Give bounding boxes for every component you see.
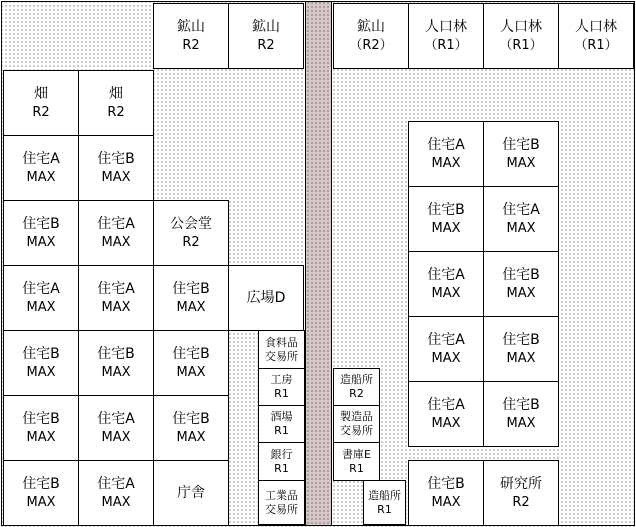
building-name: 人口林 (575, 18, 617, 35)
building-level: MAX (176, 429, 206, 445)
building-mine-2[interactable] (228, 3, 304, 69)
building-name: 住宅B (22, 410, 60, 427)
building-house-l2b[interactable] (78, 200, 154, 266)
building-shipyard-2[interactable] (363, 480, 406, 525)
building-name: 住宅B (502, 396, 540, 413)
building-level: R2 (182, 37, 200, 53)
building-name: 住宅B (502, 331, 540, 348)
building-name: 銀行 (270, 447, 293, 461)
building-name: 住宅B (22, 475, 60, 492)
building-shipyard-1[interactable] (333, 368, 380, 406)
building-level: MAX (26, 169, 56, 185)
building-name: 住宅A (502, 201, 540, 218)
building-goods-exchange[interactable] (333, 405, 380, 443)
building-name: 工房 (270, 373, 293, 387)
building-house-l4a[interactable] (3, 330, 79, 396)
building-level: （R1） (424, 37, 468, 53)
building-house-l5c[interactable] (153, 395, 229, 461)
building-level: MAX (176, 299, 206, 315)
building-house-r3b[interactable] (483, 251, 559, 317)
building-level: MAX (101, 169, 131, 185)
building-level: MAX (101, 364, 131, 380)
building-house-l5b[interactable] (78, 395, 154, 461)
building-level: （R2） (349, 37, 393, 53)
building-level: MAX (26, 299, 56, 315)
building-house-r4b[interactable] (483, 316, 559, 382)
building-field-2[interactable] (78, 70, 154, 136)
building-name: 住宅A (427, 396, 465, 413)
building-level: MAX (101, 494, 131, 510)
building-name: 住宅B (172, 280, 210, 297)
building-name: 造船所 (368, 488, 401, 502)
building-house-l1b[interactable] (78, 135, 154, 201)
building-level: R2 (32, 104, 50, 120)
building-level: MAX (431, 350, 461, 366)
building-name: 住宅A (22, 150, 60, 167)
building-name: 食料品 (265, 335, 298, 349)
building-name: 鉱山 (252, 18, 280, 35)
building-house-r5b[interactable] (483, 381, 559, 447)
building-level: MAX (101, 429, 131, 445)
building-level: R2 (107, 104, 125, 120)
building-name: 鉱山 (357, 18, 385, 35)
building-library[interactable] (333, 442, 380, 481)
building-level: 交易所 (265, 502, 298, 516)
building-level: （R1） (499, 37, 543, 53)
building-level: MAX (431, 285, 461, 301)
building-name: 庁舎 (177, 484, 205, 501)
building-house-r2b[interactable] (483, 186, 559, 252)
building-name: 住宅B (502, 266, 540, 283)
building-house-l6b[interactable] (78, 460, 154, 526)
building-level: R2 (512, 494, 530, 510)
building-name: 住宅A (22, 280, 60, 297)
building-level: R1 (274, 461, 289, 475)
building-level: MAX (506, 285, 536, 301)
building-house-r1b[interactable] (483, 121, 559, 187)
building-level: 交易所 (265, 349, 298, 363)
building-name: 製造品 (340, 410, 373, 424)
building-house-l1a[interactable] (3, 135, 79, 201)
building-level: MAX (176, 364, 206, 380)
building-mine-1[interactable] (153, 3, 229, 69)
building-hall[interactable] (153, 200, 229, 266)
building-name: 住宅A (427, 136, 465, 153)
building-name: 住宅B (22, 345, 60, 362)
building-name: 住宅B (22, 215, 60, 232)
main-road (305, 1, 332, 526)
building-forest-2[interactable] (483, 3, 559, 69)
building-level: MAX (431, 415, 461, 431)
building-name: 人口林 (425, 18, 467, 35)
building-name: 住宅A (427, 266, 465, 283)
building-name: 工業品 (265, 488, 298, 502)
building-level: R2 (349, 387, 364, 400)
building-level: （R1） (574, 37, 618, 53)
building-house-r4a[interactable] (408, 316, 484, 382)
building-name: 広場D (246, 289, 286, 306)
building-house-l5a[interactable] (3, 395, 79, 461)
building-name: 住宅A (97, 410, 135, 427)
building-name: 住宅B (427, 475, 465, 492)
building-house-r5a[interactable] (408, 381, 484, 447)
building-name: 住宅B (97, 345, 135, 362)
building-level: R1 (377, 502, 392, 516)
building-level: R1 (349, 461, 364, 475)
building-house-l6a[interactable] (3, 460, 79, 526)
building-house-r3a[interactable] (408, 251, 484, 317)
building-name: 公会堂 (170, 215, 212, 232)
building-house-l3b[interactable] (78, 265, 154, 331)
building-name: 住宅A (97, 280, 135, 297)
building-level: 交易所 (340, 424, 373, 437)
building-house-l4b[interactable] (78, 330, 154, 396)
building-house-l4c[interactable] (153, 330, 229, 396)
building-house-r2a[interactable] (408, 186, 484, 252)
building-name: 書庫E (342, 447, 371, 461)
building-forest-3[interactable] (558, 3, 634, 69)
building-name: 住宅B (427, 201, 465, 218)
building-level: MAX (431, 155, 461, 171)
building-level: R2 (182, 234, 200, 250)
building-industrial-exchange[interactable] (258, 480, 305, 525)
building-name: 住宅B (172, 410, 210, 427)
building-level: MAX (506, 350, 536, 366)
building-name: 住宅B (172, 345, 210, 362)
building-name: 住宅B (97, 150, 135, 167)
building-level: MAX (101, 234, 131, 250)
building-name: 畑 (34, 85, 48, 102)
building-house-l3c[interactable] (153, 265, 229, 331)
building-level: MAX (506, 415, 536, 431)
building-level: MAX (431, 494, 461, 510)
building-name: 研究所 (500, 475, 542, 492)
building-level: R1 (274, 424, 289, 437)
building-mine-3[interactable] (333, 3, 409, 69)
building-bank[interactable] (258, 442, 305, 481)
building-level: MAX (26, 364, 56, 380)
building-name: 酒場 (270, 410, 293, 424)
building-food-exchange[interactable] (258, 330, 305, 369)
building-field-1[interactable] (3, 70, 79, 136)
building-name: 住宅B (502, 136, 540, 153)
building-workshop[interactable] (258, 368, 305, 406)
building-name: 人口林 (500, 18, 542, 35)
building-level: MAX (26, 234, 56, 250)
building-forest-1[interactable] (408, 3, 484, 69)
building-plaza[interactable] (228, 265, 304, 331)
building-office[interactable] (153, 460, 229, 526)
building-house-r6a[interactable] (408, 460, 484, 526)
building-level: R2 (257, 37, 275, 53)
building-house-l2a[interactable] (3, 200, 79, 266)
building-name: 造船所 (340, 373, 373, 387)
building-level: MAX (101, 299, 131, 315)
building-level: MAX (506, 220, 536, 236)
building-lab[interactable] (483, 460, 559, 526)
building-level: MAX (431, 220, 461, 236)
building-name: 鉱山 (177, 18, 205, 35)
building-tavern[interactable] (258, 405, 305, 443)
building-name: 住宅A (427, 331, 465, 348)
building-level: MAX (26, 429, 56, 445)
building-level: R1 (274, 387, 289, 400)
building-house-l3a[interactable] (3, 265, 79, 331)
building-house-r1a[interactable] (408, 121, 484, 187)
building-level: MAX (506, 155, 536, 171)
building-name: 住宅A (97, 215, 135, 232)
building-name: 畑 (109, 85, 123, 102)
building-name: 住宅A (97, 475, 135, 492)
building-level: MAX (26, 494, 56, 510)
